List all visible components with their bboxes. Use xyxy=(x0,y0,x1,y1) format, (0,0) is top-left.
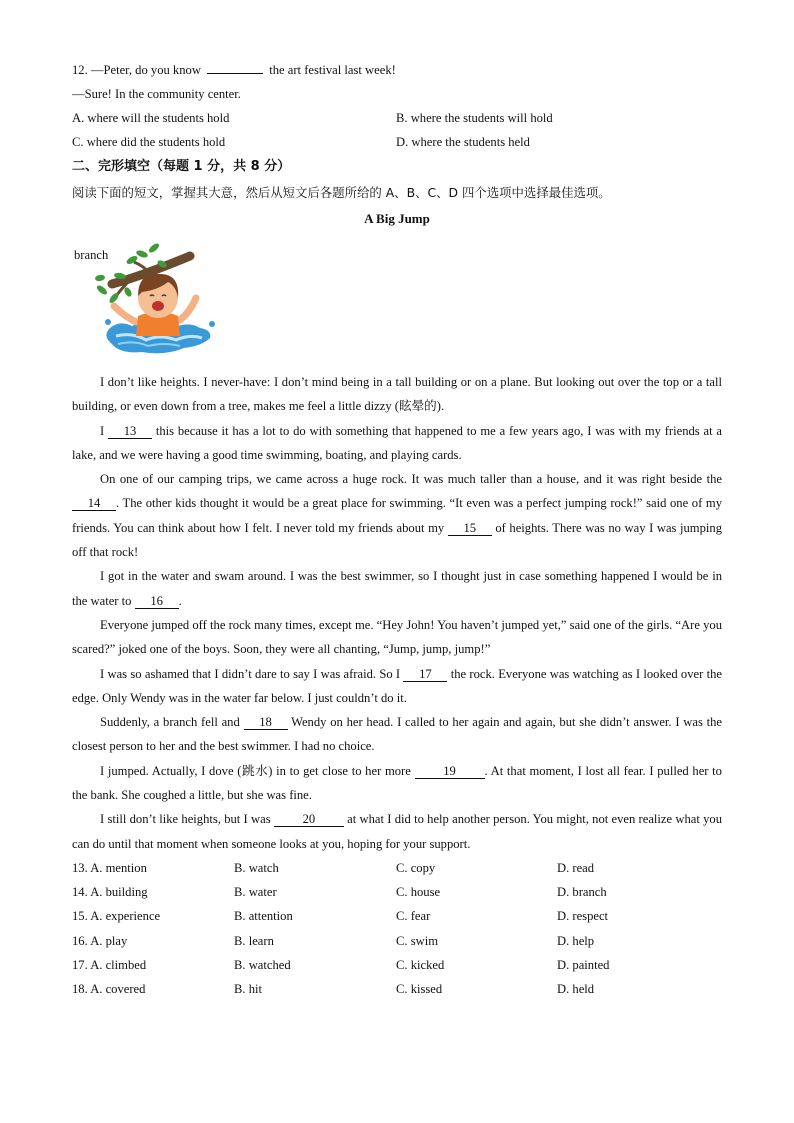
paragraph-7-end: Wendy on her head. I called to her again and again, but she didn’t answer. I was the closest person to her and the best swimmer. I had no choice. xyxy=(72,715,723,754)
paragraph-9-start: I still don’t like heights, but I was xyxy=(100,812,271,827)
blank-18: 18 xyxy=(244,715,288,730)
girl-in-water-illustration xyxy=(72,236,222,364)
paragraph-6-end: the rock. Everyone was watching as I looked over the edge. Only Wendy was in the water far below. I just couldn’t do it. xyxy=(72,666,722,705)
q12-stem-end: the art festival last week! xyxy=(269,63,396,77)
passage-title: A Big Jump xyxy=(364,211,430,226)
q17-option-b: B. watched xyxy=(234,957,291,972)
q14-option-b: B. water xyxy=(234,885,277,900)
q12-line1 xyxy=(72,58,722,82)
paragraph-2-start: I xyxy=(100,423,105,438)
paragraph-2-end: this because it has a lot to do with something that happened to me a few years ago, I was with my friends at a lake, and we were having a good time swimming, boating, and playing cards. xyxy=(72,423,723,462)
paragraph-9-end: at what I did to help another person. You might, not even realize what you can do until that moment when someone looks at you, hoping for your support. xyxy=(72,812,723,851)
paragraph-9 xyxy=(72,807,722,856)
paragraph-6 xyxy=(72,662,722,711)
paragraph-7-start: Suddenly, a branch fell and xyxy=(100,715,240,730)
q16-option-a: 16. A. play xyxy=(72,933,128,948)
section-instruction: 阅读下面的短文，掌握其大意，然后从短文后各题所给的 A、B、C、D 四个选项中选择最佳选项。 xyxy=(72,185,611,200)
q12-option-a: A. where will the students hold xyxy=(72,111,230,125)
q14-option-a: 14. A. building xyxy=(72,885,148,900)
section-title: 二、完形填空（每题 1 分，共 8 分） xyxy=(72,159,291,174)
q12-options-row1 xyxy=(72,106,722,130)
paragraph-6-start: I was so ashamed that I didn’t dare to say I was afraid. So I xyxy=(100,666,401,681)
q12-option-c: C. where did the students hold xyxy=(72,135,226,149)
paragraph-5: Everyone jumped off the rock many times, except me. “Hey John! You haven’t jumped yet,” said one of the girls. “Are you scared?” joked one of the boys. Soon, they were all chanting, “Jump, jump, jump!” xyxy=(72,617,722,657)
blank-15: 15 xyxy=(448,521,492,536)
q15-option-a: 15. A. experience xyxy=(72,909,161,924)
paragraph-3-middle: . The other kids thought it would be a great place for swimming. “It even was a perfect jumping rock!” said one of my friends. You can think about how I felt. I never told my friends about my xyxy=(72,496,722,535)
q16-option-c: C. swim xyxy=(396,933,438,948)
q18-option-a: 18. A. covered xyxy=(72,981,146,996)
q12-blank xyxy=(207,73,263,74)
q12-options-row2 xyxy=(72,130,722,154)
paragraph-7 xyxy=(72,710,722,759)
paragraph-2 xyxy=(72,419,722,468)
q17-option-a: 17. A. climbed xyxy=(72,957,147,972)
paragraph-1: I don’t like heights. I never-have: I don’t mind being in a tall building or on a plane. But looking out over the top or a tall building, or even down from a tree, makes me feel a little dizzy (眩晕的). xyxy=(72,375,722,414)
blank-13: 13 xyxy=(108,424,152,439)
q15-option-d: D. respect xyxy=(557,909,609,924)
q16-option-d: D. help xyxy=(557,933,595,948)
blank-17: 17 xyxy=(403,667,447,682)
paragraph-8-start: I jumped. Actually, I dove (跳水) in to get close to her more xyxy=(100,763,411,778)
paragraph-4 xyxy=(72,564,722,613)
q17-option-d: D. painted xyxy=(557,957,610,972)
paragraph-8 xyxy=(72,759,722,808)
paragraph-3-end: of heights. There was no way I was jumping off that rock! xyxy=(72,520,722,560)
q14-option-c: C. house xyxy=(396,885,441,900)
q12-option-b: B. where the students will hold xyxy=(396,111,553,125)
document-page xyxy=(72,58,722,1001)
q12-line2: —Sure! In the community center. xyxy=(72,87,241,101)
q13-option-a: 13. A. mention xyxy=(72,860,147,875)
q12-stem: 12. —Peter, do you know xyxy=(72,63,201,77)
q13-option-d: D. read xyxy=(557,860,595,875)
paragraph-4-end: . xyxy=(178,593,182,608)
paragraph-3-start: On one of our camping trips, we came across a huge rock. It was much taller than a house, and it was right beside the xyxy=(100,472,722,487)
paragraph-4-start: I got in the water and swam around. I was the best swimmer, so I thought just in case something happened I would be in the water to xyxy=(72,569,722,608)
blank-16: 16 xyxy=(135,594,179,609)
q17-option-c: C. kicked xyxy=(396,957,445,972)
cloze-options xyxy=(72,856,722,1001)
q15-option-b: B. attention xyxy=(234,909,293,924)
q18-option-d: D. held xyxy=(557,981,595,996)
q18-option-b: B. hit xyxy=(234,981,262,996)
paragraph-3 xyxy=(72,467,722,564)
q14-option-d: D. branch xyxy=(557,885,607,900)
q18-option-c: C. kissed xyxy=(396,981,443,996)
q16-option-b: B. learn xyxy=(234,933,274,948)
blank-14: 14 xyxy=(72,496,116,511)
branch-label: branch xyxy=(74,248,109,262)
paragraph-8-end: . At that moment, I lost all fear. I pulled her to the bank. She coughed a little, but she was fine. xyxy=(72,763,722,803)
q13-option-b: B. watch xyxy=(234,860,279,875)
blank-20: 20 xyxy=(274,812,344,827)
q13-option-c: C. copy xyxy=(396,860,436,875)
q12-option-d: D. where the students held xyxy=(396,135,530,149)
q15-option-c: C. fear xyxy=(396,909,431,924)
blank-19: 19 xyxy=(415,764,485,779)
